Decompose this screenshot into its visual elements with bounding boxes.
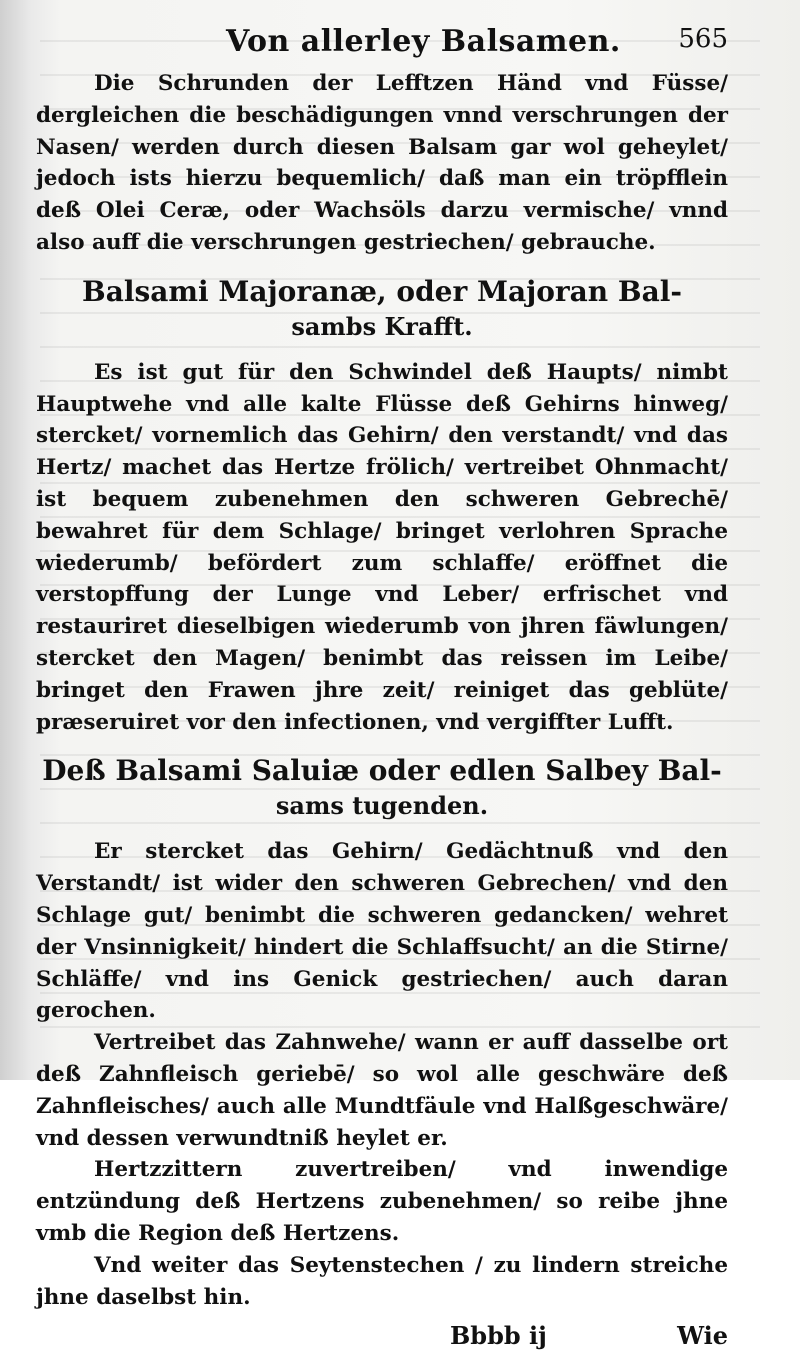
section3-heading: Deß Balsami Saluiæ oder edlen Salbey Bal- — [42, 754, 722, 788]
section3-paragraph-3: Hertzzittern zuvertreiben/ vnd inwendige entzündung deß Hertzens zubenehmen/ so reibe jhne vmb die Region deß Hertzens. — [36, 1157, 728, 1246]
page-content — [36, 24, 728, 1361]
catchword: Wie — [677, 1321, 728, 1351]
section3-paragraph-2: Vertreibet das Zahnwehe/ wann er auff dasselbe ort deß Zahnfleisch geriebē/ so wol alle geschwäre deß Zahnfleisches/ auch alle Mundtfäule vnd Halßgeschwäre/ vnd dessen verwundtniß heylet er. — [36, 1030, 728, 1151]
page-number: 565 — [678, 24, 728, 54]
section3-heading-continuation: sams tugenden. — [275, 791, 489, 821]
page-header — [36, 24, 728, 68]
section2-heading: Balsami Majoranæ, oder Majoran Bal- — [82, 274, 682, 308]
section3-paragraph-4: Vnd weiter das Seytenstechen / zu lindern streiche jhne daselbst hin. — [36, 1252, 728, 1310]
signature-mark: Bbbb ij — [450, 1321, 547, 1351]
page-footer — [36, 1321, 728, 1361]
section2-paragraph: Es ist gut für den Schwindel deß Haupts/ nimbt Hauptwehe vnd alle kalte Flüsse deß Gehirns hinweg/ stercket/ vornemlich das Gehirn/ den verstandt/ vnd das Hertz/ machet das Hertze frölich/ vertreibet Ohnmacht/ ist bequem zubenehmen den schweren Gebrechē/ bewahret für dem Schlage/ bringet verlohren Sprache wiederumb/ befördert zum schlaffe/ eröffnet die verstopffung der Lunge vnd Leber/ erfrischet vnd restauriret dieselbigen wiederumb von jhren fäwlungen/ stercket den Magen/ benimbt das reissen im Leibe/ bringet den Frawen jhre zeit/ reiniget das geblüte/ præseruiret vor den infectionen, vnd vergiffter Lufft. — [36, 359, 728, 735]
section2-heading-continuation: sambs Krafft. — [291, 311, 473, 341]
running-head: Von allerley Balsamen. — [226, 24, 621, 59]
section3-paragraph-1: Er stercket das Gehirn/ Gedächtnuß vnd den Verstandt/ ist wider den schweren Gebrechen/ vnd den Schlage gut/ benimbt die schweren gedancken/ wehret der Vnsinnigkeit/ hindert die Schlaffsucht/ an die Stirne/ Schläffe/ vnd ins Genick gestriechen/ auch daran gerochen. — [36, 839, 728, 1024]
section1-paragraph: Die Schrunden der Lefftzen Händ vnd Füsse/ dergleichen die beschädigungen vnnd verschrungen der Nasen/ werden durch diesen Balsam gar wol geheylet/ jedoch ists hierzu bequemlich/ daß man ein tröpfflein deß Olei Ceræ, oder Wachsöls darzu vermische/ vnnd also auff die verschrungen gestriechen/ gebrauche. — [36, 71, 728, 255]
